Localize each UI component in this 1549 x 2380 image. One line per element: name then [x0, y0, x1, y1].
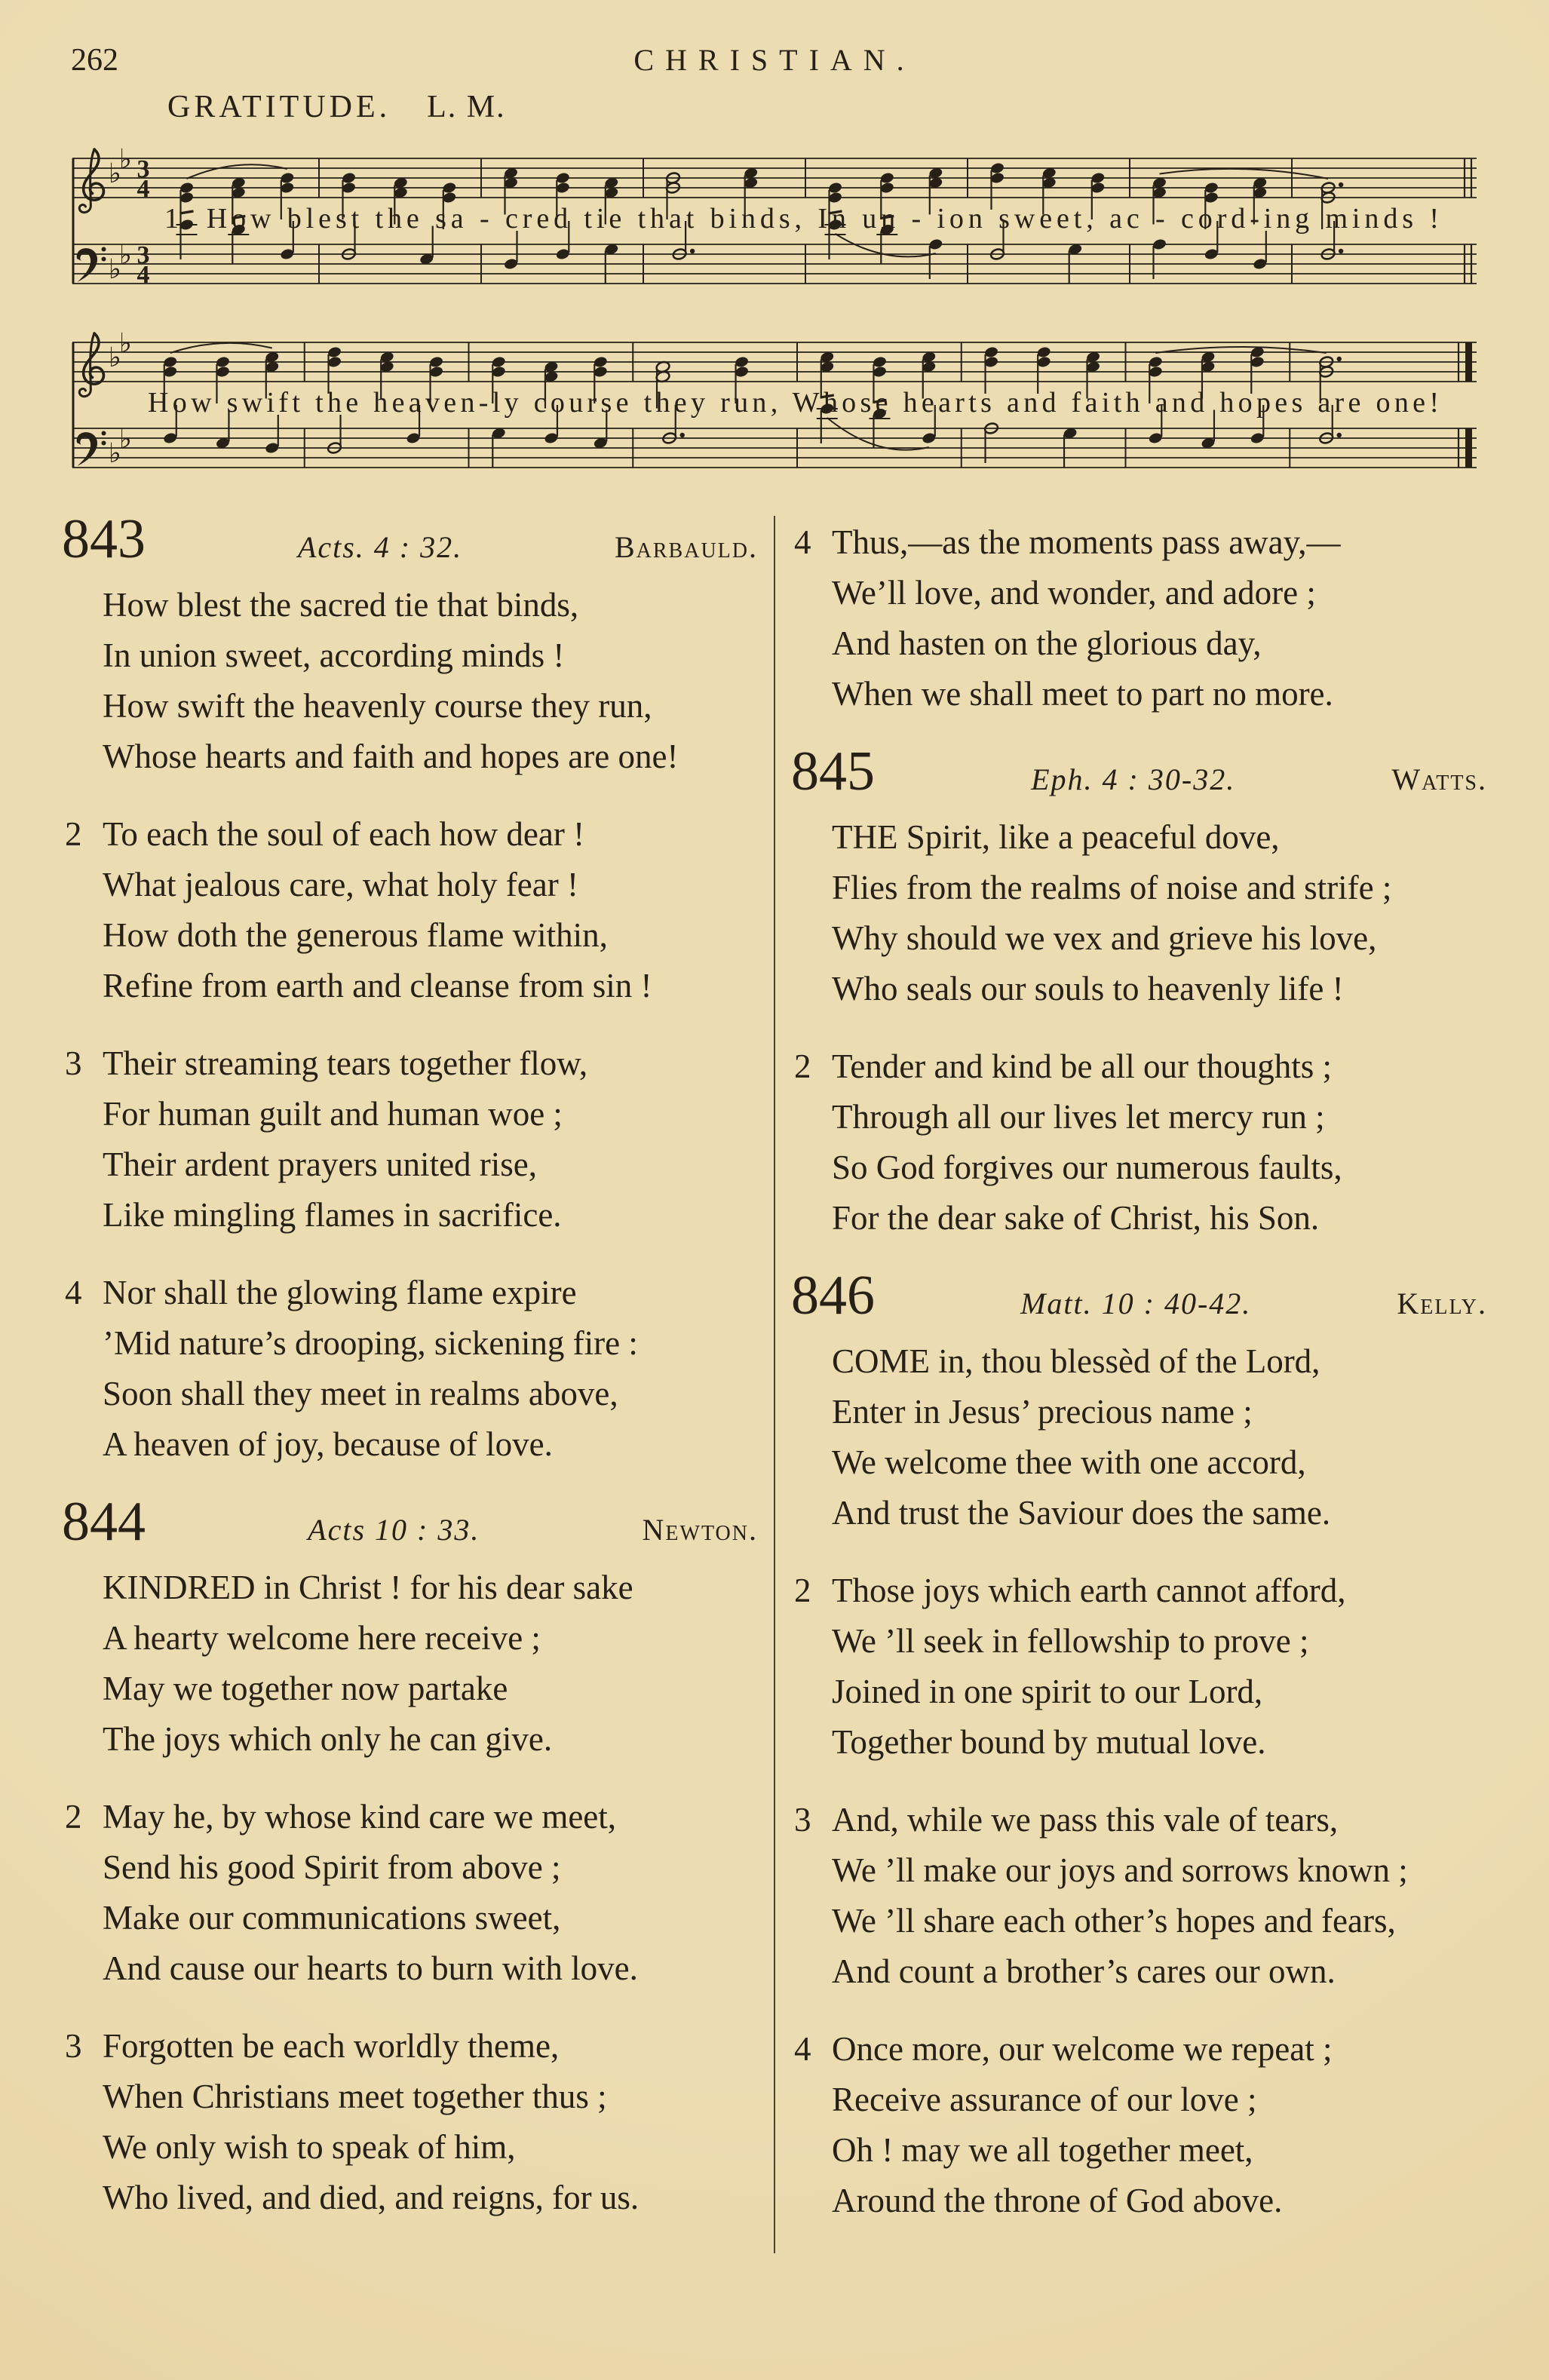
verse-line: How blest the sacred tie that binds, [103, 586, 579, 624]
verse-line: Who seals our souls to heavenly life ! [832, 970, 1344, 1008]
verse-line: THE Spirit, like a peaceful dove, [832, 818, 1280, 856]
hymn-number: 844 [62, 1491, 146, 1553]
verse-number: 2 [65, 1798, 82, 1836]
verse-number: 4 [794, 523, 811, 561]
verse-line: Whose hearts and faith and hopes are one! [103, 738, 679, 775]
verse-line: KINDRED in Christ ! for his dear sake [103, 1569, 633, 1606]
verse-number: 4 [65, 1274, 82, 1311]
verse-lines [103, 1268, 758, 1470]
music-system-2 [69, 327, 1480, 478]
hymn-continuation [791, 517, 1487, 719]
verse-line: Forgotten be each worldly theme, [103, 2027, 560, 2065]
svg-text:♭: ♭ [109, 438, 121, 469]
verse-line: And, while we pass this vale of tears, [832, 1801, 1339, 1839]
verse-line: Together bound by mutual love. [832, 1723, 1266, 1761]
tune-title [167, 89, 1549, 125]
verse-line: May we together now partake [103, 1670, 508, 1707]
verse-line: Who lived, and died, and reigns, for us. [103, 2179, 640, 2216]
verse-number: 3 [65, 1044, 82, 1082]
svg-text:4: 4 [136, 261, 150, 289]
verse-line: We’ll love, and wonder, and adore ; [832, 574, 1316, 612]
verse-line: And hasten on the glorious day, [832, 624, 1262, 662]
verse-line: Their streaming tears together flow, [103, 1044, 588, 1082]
verse-number: 3 [794, 1801, 811, 1839]
verse-lines [832, 1336, 1487, 1538]
verse-lines [103, 1563, 758, 1765]
verse-line: And trust the Saviour does the same. [832, 1494, 1331, 1532]
page-number: 262 [71, 43, 118, 78]
hymn-verse [62, 1563, 758, 1765]
column-divider [774, 516, 775, 2253]
verse-line: For human guilt and human woe ; [103, 1095, 563, 1133]
verse-line: We ’ll make our joys and sorrows known ; [832, 1851, 1408, 1889]
hymn-author: Watts. [1391, 762, 1487, 796]
verse-line: When we shall meet to part no more. [832, 675, 1333, 713]
hymn-number: 843 [62, 508, 146, 570]
verse-line: When Christians meet together thus ; [103, 2078, 607, 2115]
hymn-verse [62, 809, 758, 1011]
verse-line: Like mingling flames in sacrifice. [103, 1196, 562, 1234]
hymn-verse [791, 1795, 1487, 1997]
verse-number: 2 [794, 1047, 811, 1085]
running-head: CHRISTIAN. [633, 43, 916, 77]
page-header [0, 0, 1549, 84]
verse-line: May he, by whose kind care we meet, [103, 1798, 617, 1836]
hymn-843 [62, 508, 758, 1470]
hymn-author: Newton. [642, 1513, 758, 1547]
key-signature [109, 328, 132, 469]
verse-line: The joys which only he can give. [103, 1720, 553, 1758]
verse-line: Receive assurance of our love ; [832, 2081, 1257, 2118]
hymn-844 [62, 1491, 758, 2223]
verse-line: In union sweet, according minds ! [103, 636, 565, 674]
tune-name: GRATITUDE. [167, 90, 391, 124]
verse-line: ’Mid nature’s drooping, sickening fire : [103, 1324, 638, 1362]
verse-line: We only wish to speak of him, [103, 2128, 516, 2166]
verse-line: A heaven of joy, because of love. [103, 1425, 553, 1463]
verse-line: Tender and kind be all our thoughts ; [832, 1047, 1332, 1085]
svg-text:♭: ♭ [109, 254, 121, 285]
verse-line: We welcome thee with one accord, [832, 1443, 1306, 1481]
verse-lines [103, 1038, 758, 1241]
svg-text:♭: ♭ [109, 158, 121, 189]
verse-lines [103, 580, 758, 782]
hymn-column-left [62, 508, 758, 2253]
svg-text:♭: ♭ [119, 144, 132, 175]
clefs [77, 149, 106, 282]
verse-line: Oh ! may we all together meet, [832, 2131, 1253, 2169]
hymn-header [62, 508, 758, 570]
verse-line: Joined in one spirit to our Lord, [832, 1673, 1263, 1710]
verse-line: Their ardent prayers united rise, [103, 1146, 538, 1183]
hymn-reference: Eph. 4 : 30-32. [1031, 762, 1236, 796]
svg-text:♭: ♭ [119, 240, 132, 271]
verse-line: Once more, our welcome we repeat ; [832, 2030, 1333, 2068]
verse-line: We ’ll share each other’s hopes and fears, [832, 1902, 1396, 1940]
hymn-header [791, 741, 1487, 802]
verse-line: For the dear sake of Christ, his Son. [832, 1199, 1320, 1237]
verse-line: Soon shall they meet in realms above, [103, 1375, 618, 1412]
hymn-verse [62, 1268, 758, 1470]
hymn-verse [62, 2021, 758, 2223]
verse-number: 2 [794, 1572, 811, 1609]
hymn-header [791, 1265, 1487, 1326]
svg-text:4: 4 [136, 175, 150, 203]
svg-text:♭: ♭ [119, 328, 132, 359]
hymn-verse [791, 2024, 1487, 2226]
verse-number: 4 [794, 2030, 811, 2068]
clefs [77, 333, 106, 466]
verse-line: A hearty welcome here receive ; [103, 1619, 541, 1657]
verse-line: COME in, thou blessèd of the Lord, [832, 1342, 1320, 1380]
verse-lines [103, 1792, 758, 1994]
svg-text:3: 3 [136, 241, 150, 269]
verse-line: Through all our lives let mercy run ; [832, 1098, 1325, 1136]
key-signature [109, 144, 132, 285]
verse-number: 2 [65, 815, 82, 853]
verse-line: Send his good Spirit from above ; [103, 1848, 561, 1886]
verse-line: And cause our hearts to burn with love. [103, 1949, 638, 1987]
hymn-reference: Acts. 4 : 32. [297, 530, 463, 564]
verse-line: To each the soul of each how dear ! [103, 815, 585, 853]
hymn-reference: Matt. 10 : 40-42. [1020, 1287, 1252, 1320]
verse-lines [832, 1795, 1487, 1997]
time-signature [137, 155, 150, 289]
hymn-reference: Acts 10 : 33. [308, 1513, 480, 1547]
verse-line: Those joys which earth cannot afford, [832, 1572, 1346, 1609]
verse-lines [832, 2024, 1487, 2226]
verse-line: We ’ll seek in fellowship to prove ; [832, 1622, 1309, 1660]
treble-clef-icon [84, 149, 104, 200]
hymn-verse [791, 1566, 1487, 1768]
verse-lines [103, 809, 758, 1011]
hymn-text-block [62, 508, 1487, 2253]
music-system-1 [69, 143, 1480, 294]
verse-line: What jealous care, what holy fear ! [103, 866, 578, 903]
verse-line: Around the throne of God above. [832, 2182, 1283, 2219]
hymn-verse [791, 812, 1487, 1014]
treble-clef-icon [84, 333, 104, 384]
verse-lines [832, 812, 1487, 1014]
hymn-number: 845 [791, 741, 875, 802]
hymn-846 [791, 1265, 1487, 2226]
bass-clef-icon [77, 248, 97, 282]
verse-line: Refine from earth and cleanse from sin ! [103, 967, 652, 1004]
hymn-verse [791, 1336, 1487, 1538]
verse-line: Flies from the realms of noise and strife ; [832, 869, 1392, 906]
verse-lines [103, 2021, 758, 2223]
svg-text:♭: ♭ [119, 424, 132, 455]
hymn-header [62, 1491, 758, 1553]
hymn-column-right [791, 513, 1487, 2253]
hymn-verse [791, 517, 1487, 719]
hymn-verse [62, 1038, 758, 1241]
verse-line: Nor shall the glowing flame expire [103, 1274, 577, 1311]
svg-text:♭: ♭ [109, 342, 121, 373]
svg-text:3: 3 [136, 155, 150, 183]
verse-line: Enter in Jesus’ precious name ; [832, 1393, 1253, 1431]
bass-clef-icon [77, 432, 97, 466]
verse-line: How swift the heavenly course they run, [103, 687, 652, 725]
hymn-author: Kelly. [1397, 1287, 1487, 1320]
verse-lines [832, 1566, 1487, 1768]
lyrics-line-1: 1. How blest the sa - cred tie that binds, In un - ion sweet, ac - cord-ing minds ! [164, 203, 1439, 235]
verse-lines [832, 517, 1487, 719]
hymn-verse [62, 580, 758, 782]
verse-line: How doth the generous flame within, [103, 916, 608, 954]
hymn-verse [791, 1041, 1487, 1244]
tune-meter: L. M. [427, 90, 506, 124]
verse-line: So God forgives our numerous faults, [832, 1149, 1342, 1186]
hymn-verse [62, 1792, 758, 1994]
verse-line: Why should we vex and grieve his love, [832, 919, 1377, 957]
verse-number: 3 [65, 2027, 82, 2065]
verse-line: Make our communications sweet, [103, 1899, 561, 1937]
hymn-author: Barbauld. [614, 530, 758, 564]
lyrics-line-2: How swift the heaven-ly course they run, Whose hearts and faith and hopes are one! [148, 387, 1439, 419]
hymn-845 [791, 741, 1487, 1244]
verse-lines [832, 1041, 1487, 1244]
verse-line: Thus,—as the moments pass away,— [832, 523, 1341, 561]
verse-line: And count a brother’s cares our own. [832, 1952, 1336, 1990]
hymn-number: 846 [791, 1265, 875, 1326]
